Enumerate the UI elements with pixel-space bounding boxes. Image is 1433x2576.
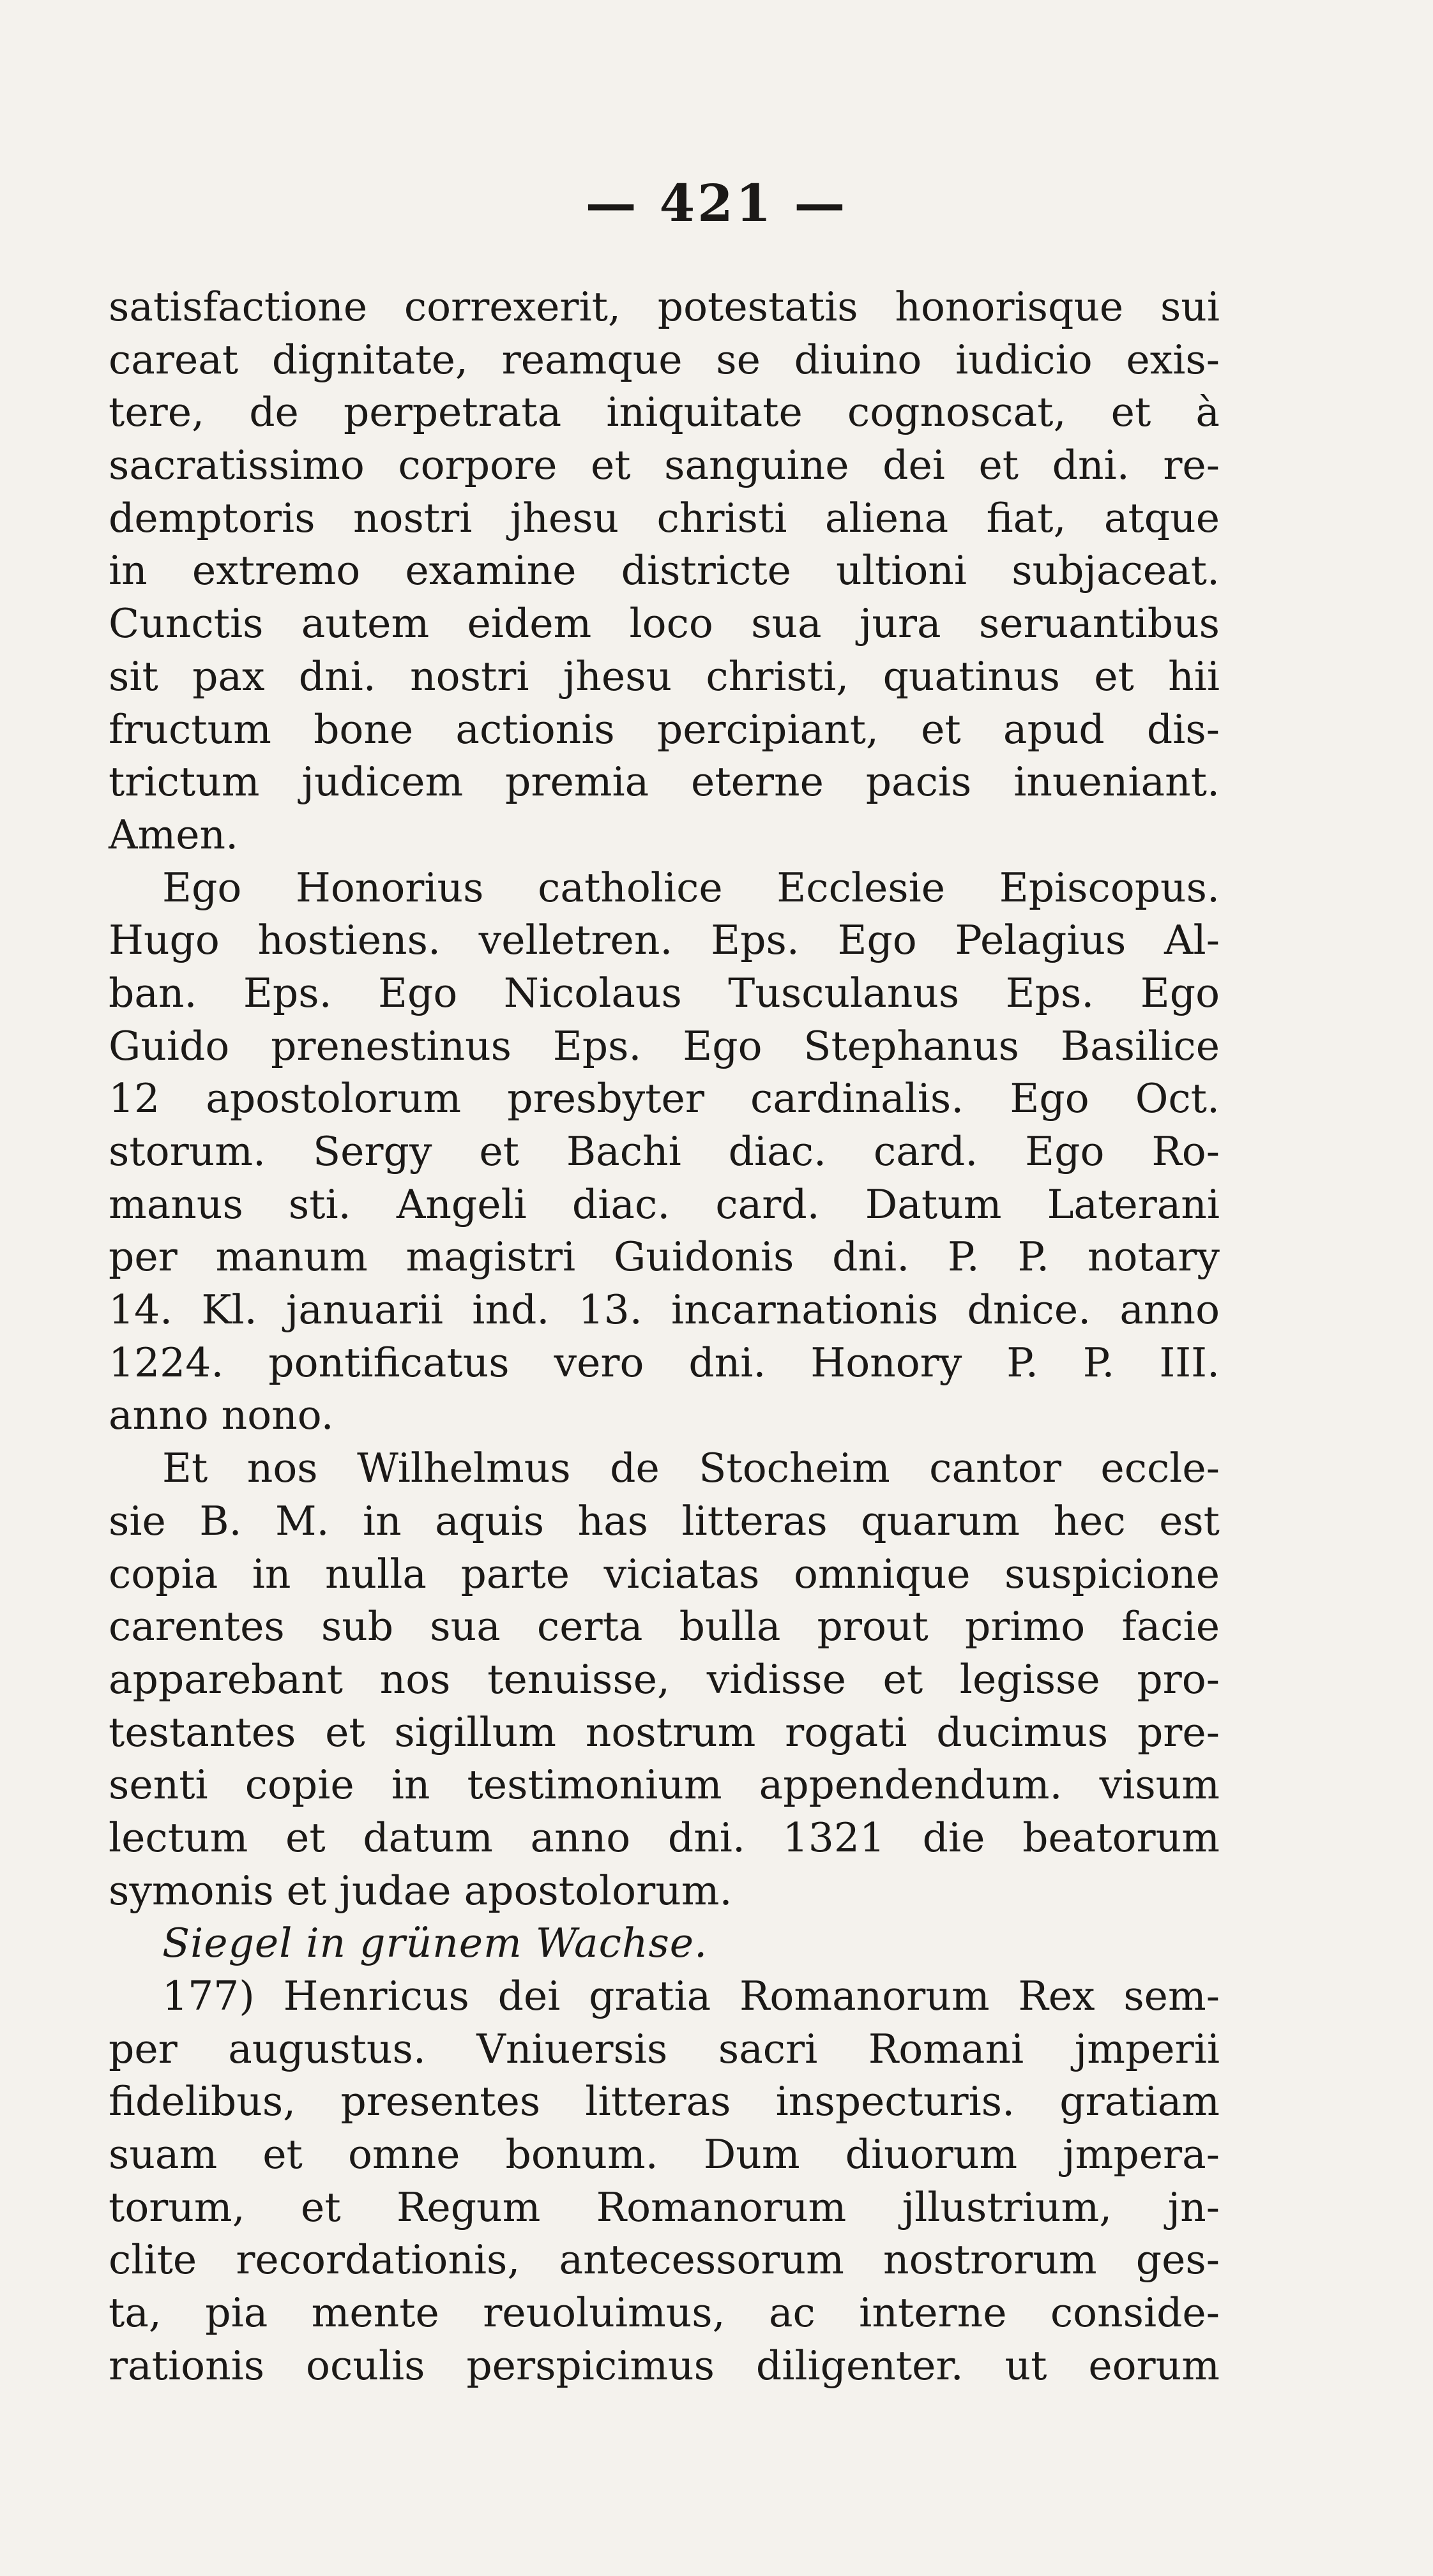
- body-text: [109, 281, 1220, 2393]
- text-line: Cunctis autem eidem loco sua jura seruantibus: [109, 600, 1220, 647]
- text-line: careat dignitate, reamque se diuino iudicio exis-: [109, 336, 1220, 383]
- text-line: testantes et sigillum nostrum rogati ducimus pre-: [109, 1708, 1220, 1756]
- text-line: satisfactione correxerit, potestatis honorisque sui: [109, 283, 1220, 330]
- text-line: manus sti. Angeli diac. card. Datum Laterani: [109, 1180, 1220, 1228]
- text-line: ban. Eps. Ego Nicolaus Tusculanus Eps. Ego: [109, 969, 1220, 1016]
- text-line: demptoris nostri jhesu christi aliena fiat, atque: [109, 494, 1220, 541]
- text-line: anno nono.: [109, 1392, 334, 1439]
- text-line: Siegel in grünem Wachse.: [162, 1920, 708, 1967]
- text-line: 1224. pontificatus vero dni. Honory P. P. III.: [109, 1339, 1220, 1386]
- text-line: Hugo hostiens. velletren. Eps. Ego Pelagius Al-: [109, 917, 1220, 964]
- text-line: sacratissimo corpore et sanguine dei et dni. re-: [109, 442, 1220, 489]
- text-line: torum, et Regum Romanorum jllustrium, jn-: [109, 2183, 1220, 2231]
- text-line: Amen.: [109, 811, 239, 858]
- text-line: per manum magistri Guidonis dni. P. P. notary: [109, 1233, 1220, 1281]
- text-line: ta, pia mente reuoluimus, ac interne conside-: [109, 2289, 1220, 2337]
- text-line: per augustus. Vniuersis sacri Romani jmperii: [109, 2025, 1220, 2072]
- text-line: Ego Honorius catholice Ecclesie Episcopus.: [162, 864, 1220, 911]
- text-line: tere, de perpetrata iniquitate cognoscat, et à: [109, 389, 1220, 436]
- text-line: in extremo examine districte ultioni subjaceat.: [109, 547, 1220, 594]
- text-line: symonis et judae apostolorum.: [109, 1867, 732, 1914]
- text-line: fructum bone actionis percipiant, et apud dis-: [109, 705, 1220, 753]
- text-line: trictum judicem premia eterne pacis inueniant.: [109, 758, 1220, 806]
- text-line: 177) Henricus dei gratia Romanorum Rex sem-: [162, 1973, 1220, 2019]
- text-line: Guido prenestinus Eps. Ego Stephanus Basilice: [109, 1022, 1220, 1069]
- page-number-header: — 421 —: [585, 173, 848, 233]
- text-line: lectum et datum anno dni. 1321 die beatorum: [109, 1814, 1220, 1861]
- text-line: storum. Sergy et Bachi diac. card. Ego Ro-: [109, 1128, 1220, 1175]
- text-line: suam et omne bonum. Dum diuorum jmpera-: [109, 2131, 1220, 2178]
- text-line: senti copie in testimonium appendendum. visum: [109, 1761, 1220, 1809]
- text-line: carentes sub sua certa bulla prout primo facie: [109, 1603, 1220, 1650]
- text-line: 14. Kl. januarii ind. 13. incarnationis dnice. anno: [109, 1286, 1220, 1334]
- text-line: rationis oculis perspicimus diligenter. ut eorum: [109, 2342, 1220, 2389]
- text-line: clite recordationis, antecessorum nostrorum ges-: [109, 2236, 1220, 2284]
- text-line: 12 apostolorum presbyter cardinalis. Ego Oct.: [109, 1075, 1220, 1122]
- text-line: sit pax dni. nostri jhesu christi, quatinus et hii: [109, 652, 1220, 700]
- text-line: sie B. M. in aquis has litteras quarum hec est: [109, 1497, 1220, 1544]
- text-line: Et nos Wilhelmus de Stocheim cantor eccle-: [162, 1445, 1220, 1492]
- text-line: apparebant nos tenuisse, vidisse et legisse pro-: [109, 1655, 1220, 1703]
- text-line: copia in nulla parte viciatas omnique suspicione: [109, 1550, 1220, 1597]
- text-line: fidelibus, presentes litteras inspecturis. gratiam: [109, 2078, 1220, 2125]
